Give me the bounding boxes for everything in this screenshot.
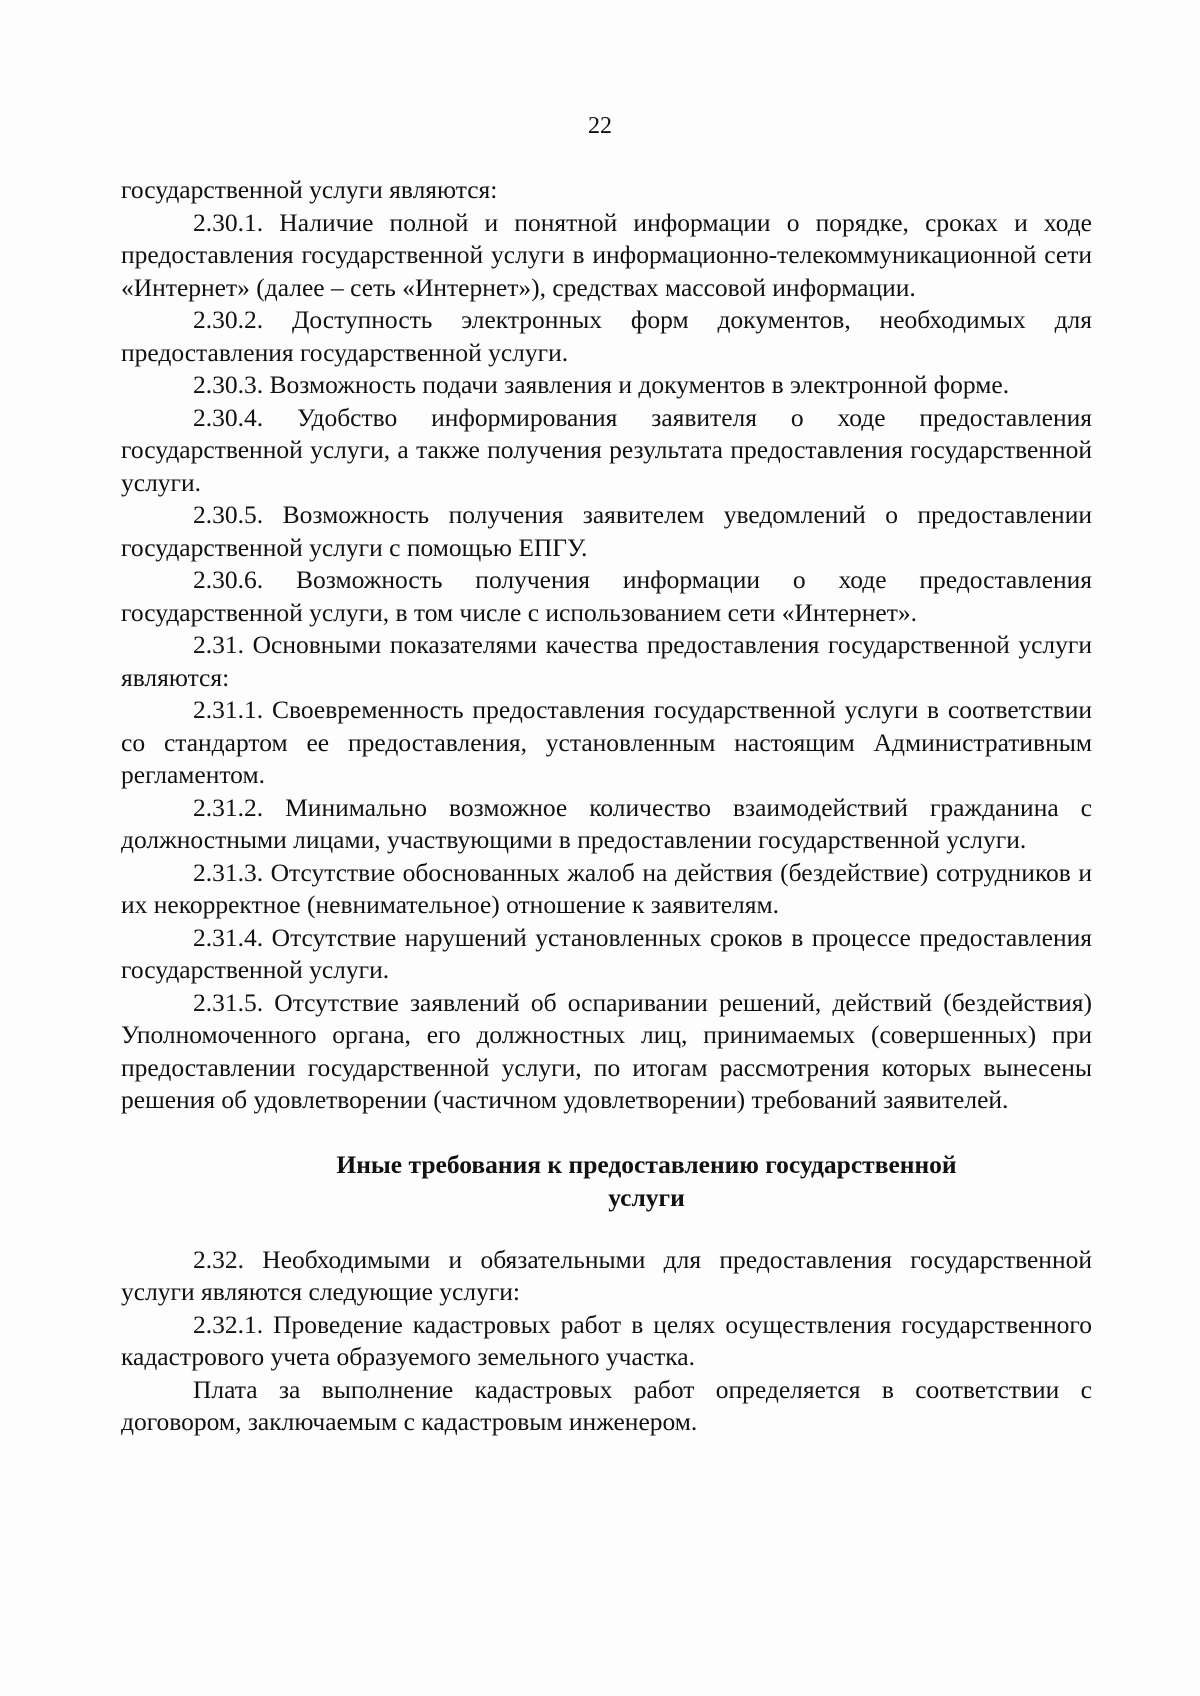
paragraph-2-30-2: 2.30.2. Доступность электронных форм документов, необходимых для предоставления государственной услуги. [121, 305, 1092, 367]
paragraph-2-31-4: 2.31.4. Отсутствие нарушений установленных сроков в процессе предоставления государственной услуги. [121, 922, 1092, 984]
section-heading-line-1: Иные требования к предоставлению государственной [336, 1149, 957, 1179]
paragraph-2-31: 2.31. Основными показателями качества предоставления государственной услуги являются: [121, 630, 1092, 692]
paragraph-2-32: 2.32. Необходимыми и обязательными для предоставления государственной услуги являются следующие услуги: [121, 1244, 1092, 1306]
paragraph-2-30-3: 2.30.3. Возможность подачи заявления и документов в электронной форме. [193, 370, 1010, 399]
section-heading-line-2: услуги [608, 1182, 685, 1212]
paragraph-2-32-1: 2.32.1. Проведение кадастровых работ в целях осуществления государственного кадастрового учета образуемого земельного участка. [121, 1309, 1092, 1371]
paragraph-2-31-5: 2.31.5. Отсутствие заявлений об оспаривании решений, действий (бездействия) Уполномоченного органа, его должностных лиц, принимаемых (совершенных) при предоставлении государственной услуги, по итогам рассмотрения которых вынесены решения об удовлетворении (частичном удовлетворении) требований заявителей. [121, 987, 1092, 1114]
paragraph-fee: Плата за выполнение кадастровых работ определяется в соответствии с договором, заключаемым с кадастровым инженером. [121, 1374, 1092, 1436]
paragraph-2-31-2: 2.31.2. Минимально возможное количество взаимодействий гражданина с должностными лицами, участвующими в предоставлении государственной услуги. [121, 792, 1092, 854]
document-body [121, 174, 1092, 1439]
paragraph: государственной услуги являются: [121, 175, 498, 204]
paragraph-2-30-6: 2.30.6. Возможность получения информации о ходе предоставления государственной услуги, в том числе с использованием сети «Интернет». [121, 565, 1092, 627]
section-heading [121, 1148, 1092, 1214]
paragraph-2-30-4: 2.30.4. Удобство информирования заявителя о ходе предоставления государственной услуги, а также получения результата предоставления государственной услуги. [121, 402, 1092, 497]
paragraph-2-31-3: 2.31.3. Отсутствие обоснованных жалоб на действия (бездействие) сотрудников и их некорректное (невнимательное) отношение к заявителям. [121, 857, 1092, 919]
page-number: 22 [588, 113, 612, 139]
paragraph-2-31-1: 2.31.1. Своевременность предоставления государственной услуги в соответствии со стандартом ее предоставления, установленным настоящим Административным регламентом. [121, 695, 1092, 789]
paragraph-2-30-1: 2.30.1. Наличие полной и понятной информации о порядке, сроках и ходе предоставления государственной услуги в информационно-телекоммуникационной сети «Интернет» (далее – сеть «Интернет»), средствах массовой информации. [121, 207, 1092, 302]
paragraph-2-30-5: 2.30.5. Возможность получения заявителем уведомлений о предоставлении государственной услуги с помощью ЕПГУ. [121, 500, 1092, 562]
